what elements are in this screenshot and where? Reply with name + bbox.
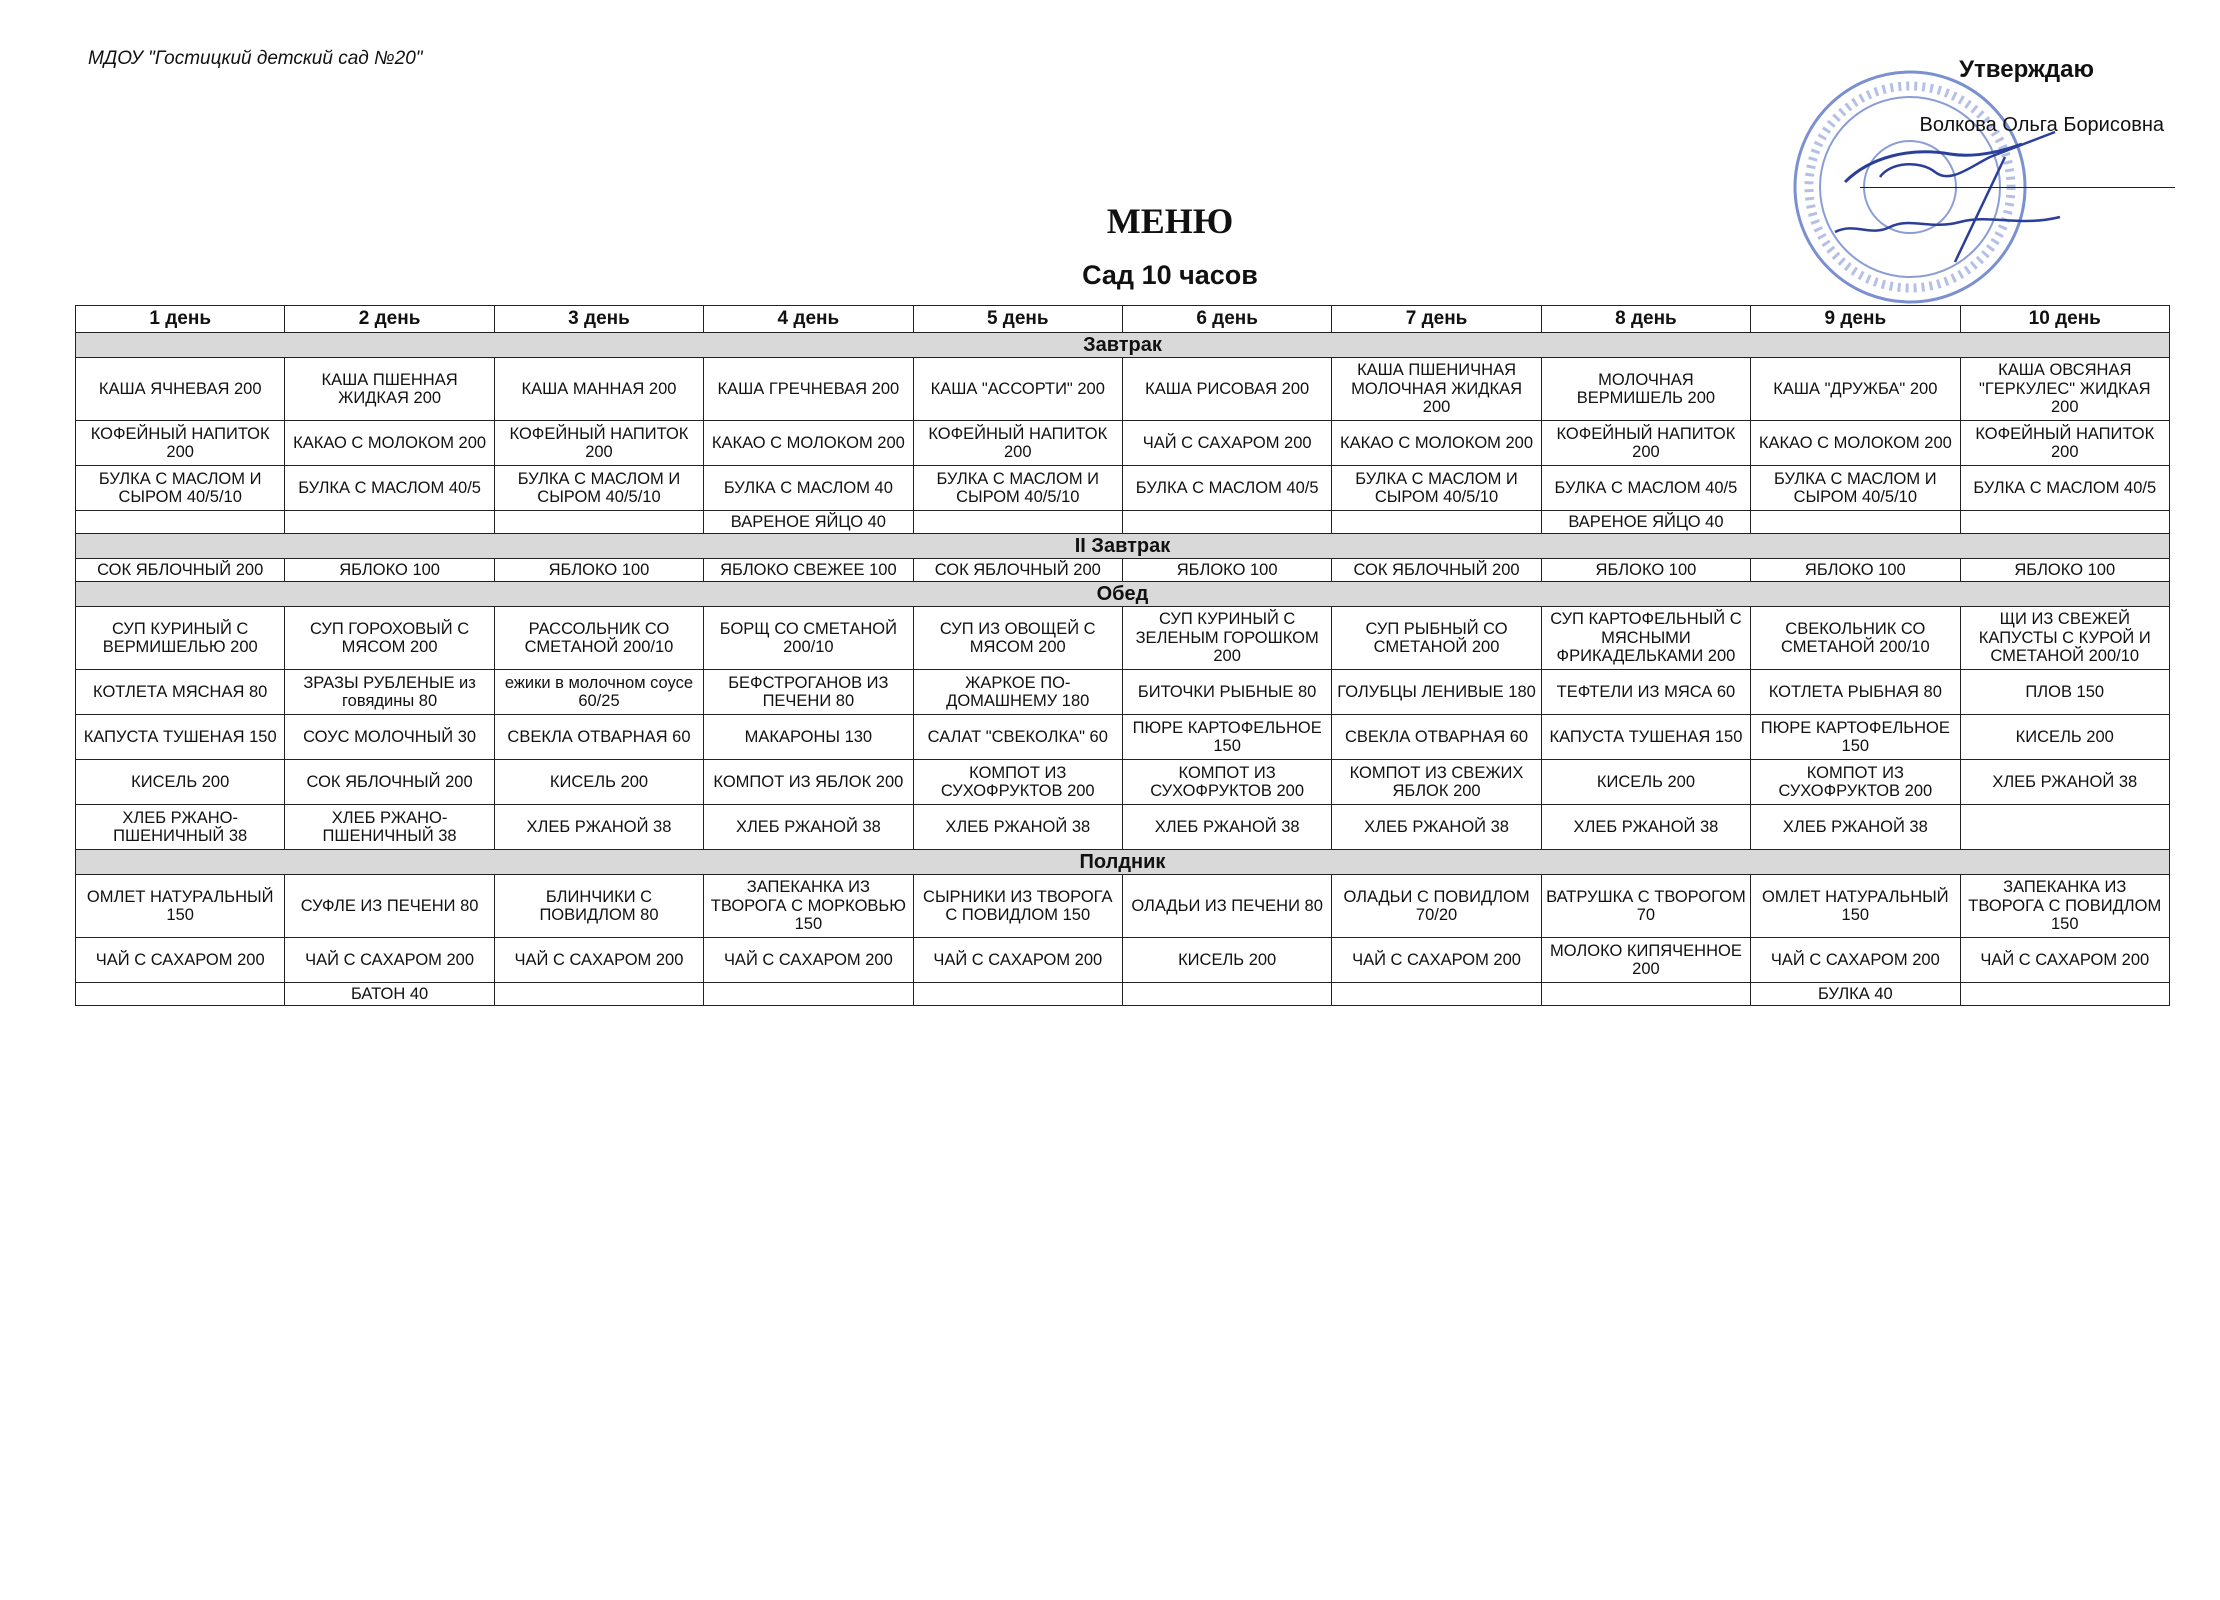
menu-cell: КОМПОТ ИЗ СУХОФРУКТОВ 200 xyxy=(913,760,1122,805)
day-header: 2 день xyxy=(285,306,494,333)
menu-table xyxy=(75,305,2170,1006)
menu-cell: МАКАРОНЫ 130 xyxy=(704,715,913,760)
menu-cell: БЕФСТРОГАНОВ ИЗ ПЕЧЕНИ 80 xyxy=(704,670,913,715)
menu-cell: КОМПОТ ИЗ СВЕЖИХ ЯБЛОК 200 xyxy=(1332,760,1541,805)
menu-cell: КОМПОТ ИЗ СУХОФРУКТОВ 200 xyxy=(1751,760,1960,805)
table-row xyxy=(76,670,2170,715)
menu-cell xyxy=(285,511,494,534)
menu-cell: ХЛЕБ РЖАНОЙ 38 xyxy=(913,805,1122,850)
menu-cell: СОК ЯБЛОЧНЫЙ 200 xyxy=(285,760,494,805)
menu-cell: КОФЕЙНЫЙ НАПИТОК 200 xyxy=(1960,421,2169,466)
menu-cell: СУП КУРИНЫЙ С ЗЕЛЕНЫМ ГОРОШКОМ 200 xyxy=(1122,607,1331,670)
menu-cell: КАША ЯЧНЕВАЯ 200 xyxy=(76,358,285,421)
menu-cell: ХЛЕБ РЖАНО-ПШЕНИЧНЫЙ 38 xyxy=(285,805,494,850)
menu-cell xyxy=(1332,511,1541,534)
menu-cell: ЗРАЗЫ РУБЛЕНЫЕ из говядины 80 xyxy=(285,670,494,715)
menu-cell xyxy=(704,983,913,1006)
menu-cell: ХЛЕБ РЖАНОЙ 38 xyxy=(1541,805,1750,850)
menu-cell: БЛИНЧИКИ С ПОВИДЛОМ 80 xyxy=(494,875,703,938)
menu-cell xyxy=(1122,983,1331,1006)
menu-cell: ОМЛЕТ НАТУРАЛЬНЫЙ 150 xyxy=(76,875,285,938)
menu-cell: КАША МАННАЯ 200 xyxy=(494,358,703,421)
section-title: Завтрак xyxy=(76,333,2170,358)
menu-cell: ЯБЛОКО 100 xyxy=(1541,559,1750,582)
menu-cell: ВАРЕНОЕ ЯЙЦО 40 xyxy=(704,511,913,534)
menu-cell xyxy=(913,983,1122,1006)
menu-cell: КАША "ДРУЖБА" 200 xyxy=(1751,358,1960,421)
menu-cell: КОФЕЙНЫЙ НАПИТОК 200 xyxy=(76,421,285,466)
menu-cell: СУП КАРТОФЕЛЬНЫЙ С МЯСНЫМИ ФРИКАДЕЛЬКАМИ 200 xyxy=(1541,607,1750,670)
menu-cell: ПЮРЕ КАРТОФЕЛЬНОЕ 150 xyxy=(1751,715,1960,760)
menu-cell xyxy=(913,511,1122,534)
menu-cell: КАПУСТА ТУШЕНАЯ 150 xyxy=(76,715,285,760)
menu-cell: БУЛКА С МАСЛОМ И СЫРОМ 40/5/10 xyxy=(913,466,1122,511)
menu-cell: МОЛОЧНАЯ ВЕРМИШЕЛЬ 200 xyxy=(1541,358,1750,421)
menu-cell: КАША ПШЕННАЯ ЖИДКАЯ 200 xyxy=(285,358,494,421)
menu-cell: СВЕКЛА ОТВАРНАЯ 60 xyxy=(1332,715,1541,760)
day-header: 6 день xyxy=(1122,306,1331,333)
menu-cell: ЯБЛОКО 100 xyxy=(494,559,703,582)
section-header-row xyxy=(76,333,2170,358)
day-header: 7 день xyxy=(1332,306,1541,333)
menu-cell: ЧАЙ С САХАРОМ 200 xyxy=(913,938,1122,983)
menu-cell: ВАРЕНОЕ ЯЙЦО 40 xyxy=(1541,511,1750,534)
menu-cell: БУЛКА С МАСЛОМ И СЫРОМ 40/5/10 xyxy=(1751,466,1960,511)
menu-cell: ХЛЕБ РЖАНОЙ 38 xyxy=(494,805,703,850)
menu-cell: БУЛКА 40 xyxy=(1751,983,1960,1006)
menu-cell: КАША ГРЕЧНЕВАЯ 200 xyxy=(704,358,913,421)
menu-cell: ЗАПЕКАНКА ИЗ ТВОРОГА С ПОВИДЛОМ 150 xyxy=(1960,875,2169,938)
menu-cell: ЧАЙ С САХАРОМ 200 xyxy=(494,938,703,983)
menu-cell: ОЛАДЬИ ИЗ ПЕЧЕНИ 80 xyxy=(1122,875,1331,938)
day-header-row xyxy=(76,306,2170,333)
menu-cell: ХЛЕБ РЖАНОЙ 38 xyxy=(1332,805,1541,850)
section-title: Обед xyxy=(76,582,2170,607)
day-header: 4 день xyxy=(704,306,913,333)
menu-cell: КАКАО С МОЛОКОМ 200 xyxy=(704,421,913,466)
menu-cell: ЯБЛОКО 100 xyxy=(1960,559,2169,582)
menu-cell: ХЛЕБ РЖАНОЙ 38 xyxy=(1751,805,1960,850)
approve-label: Утверждаю xyxy=(1959,56,2094,83)
menu-cell: МОЛОКО КИПЯЧЕННОЕ 200 xyxy=(1541,938,1750,983)
menu-cell: СУП КУРИНЫЙ С ВЕРМИШЕЛЬЮ 200 xyxy=(76,607,285,670)
day-header: 9 день xyxy=(1751,306,1960,333)
menu-cell: КАША ОВСЯНАЯ "ГЕРКУЛЕС" ЖИДКАЯ 200 xyxy=(1960,358,2169,421)
table-row xyxy=(76,983,2170,1006)
menu-cell: СУФЛЕ ИЗ ПЕЧЕНИ 80 xyxy=(285,875,494,938)
menu-cell: ЧАЙ С САХАРОМ 200 xyxy=(704,938,913,983)
menu-cell: ЧАЙ С САХАРОМ 200 xyxy=(285,938,494,983)
section-header-row xyxy=(76,534,2170,559)
menu-cell: ГОЛУБЦЫ ЛЕНИВЫЕ 180 xyxy=(1332,670,1541,715)
menu-cell xyxy=(494,511,703,534)
menu-cell: ХЛЕБ РЖАНО-ПШЕНИЧНЫЙ 38 xyxy=(76,805,285,850)
menu-cell: ЯБЛОКО СВЕЖЕЕ 100 xyxy=(704,559,913,582)
menu-cell: ХЛЕБ РЖАНОЙ 38 xyxy=(1960,760,2169,805)
menu-cell: БОРЩ СО СМЕТАНОЙ 200/10 xyxy=(704,607,913,670)
menu-cell: КИСЕЛЬ 200 xyxy=(1541,760,1750,805)
table-row xyxy=(76,805,2170,850)
day-header: 5 день xyxy=(913,306,1122,333)
table-row xyxy=(76,358,2170,421)
table-row xyxy=(76,715,2170,760)
menu-cell: КОМПОТ ИЗ СУХОФРУКТОВ 200 xyxy=(1122,760,1331,805)
day-header: 1 день xyxy=(76,306,285,333)
menu-cell xyxy=(1960,511,2169,534)
menu-cell: ТЕФТЕЛИ ИЗ МЯСА 60 xyxy=(1541,670,1750,715)
menu-cell: СОК ЯБЛОЧНЫЙ 200 xyxy=(1332,559,1541,582)
menu-cell: БУЛКА С МАСЛОМ 40/5 xyxy=(1122,466,1331,511)
menu-cell: СОК ЯБЛОЧНЫЙ 200 xyxy=(76,559,285,582)
day-header: 8 день xyxy=(1541,306,1750,333)
menu-cell xyxy=(1332,983,1541,1006)
menu-cell: ПЮРЕ КАРТОФЕЛЬНОЕ 150 xyxy=(1122,715,1331,760)
page-title: МЕНЮ xyxy=(1106,201,1234,241)
menu-cell: КАША "АССОРТИ" 200 xyxy=(913,358,1122,421)
menu-cell: ЧАЙ С САХАРОМ 200 xyxy=(1122,421,1331,466)
table-row xyxy=(76,466,2170,511)
menu-cell: РАССОЛЬНИК СО СМЕТАНОЙ 200/10 xyxy=(494,607,703,670)
menu-cell: КИСЕЛЬ 200 xyxy=(494,760,703,805)
organization-name: МДОУ "Гостицкий детский сад №20" xyxy=(88,48,423,69)
menu-cell: ПЛОВ 150 xyxy=(1960,670,2169,715)
menu-cell: КИСЕЛЬ 200 xyxy=(1122,938,1331,983)
menu-cell: ЩИ ИЗ СВЕЖЕЙ КАПУСТЫ С КУРОЙ И СМЕТАНОЙ 200/10 xyxy=(1960,607,2169,670)
menu-cell: КОФЕЙНЫЙ НАПИТОК 200 xyxy=(494,421,703,466)
day-header: 10 день xyxy=(1960,306,2169,333)
signature-line xyxy=(1860,187,2175,188)
menu-cell: ХЛЕБ РЖАНОЙ 38 xyxy=(704,805,913,850)
menu-cell: СУП ГОРОХОВЫЙ С МЯСОМ 200 xyxy=(285,607,494,670)
menu-cell: БУЛКА С МАСЛОМ И СЫРОМ 40/5/10 xyxy=(494,466,703,511)
menu-cell: СВЕКЛА ОТВАРНАЯ 60 xyxy=(494,715,703,760)
menu-cell: ОЛАДЬИ С ПОВИДЛОМ 70/20 xyxy=(1332,875,1541,938)
menu-cell: КАКАО С МОЛОКОМ 200 xyxy=(1751,421,1960,466)
menu-cell: ЯБЛОКО 100 xyxy=(1122,559,1331,582)
menu-cell: САЛАТ "СВЕКОЛКА" 60 xyxy=(913,715,1122,760)
menu-cell xyxy=(1122,511,1331,534)
table-row xyxy=(76,875,2170,938)
menu-cell: БУЛКА С МАСЛОМ 40/5 xyxy=(285,466,494,511)
menu-cell: ОМЛЕТ НАТУРАЛЬНЫЙ 150 xyxy=(1751,875,1960,938)
menu-cell xyxy=(494,983,703,1006)
menu-cell: БИТОЧКИ РЫБНЫЕ 80 xyxy=(1122,670,1331,715)
menu-cell: БАТОН 40 xyxy=(285,983,494,1006)
menu-cell: КАША РИСОВАЯ 200 xyxy=(1122,358,1331,421)
menu-cell: СУП РЫБНЫЙ СО СМЕТАНОЙ 200 xyxy=(1332,607,1541,670)
section-title: II Завтрак xyxy=(76,534,2170,559)
menu-cell: КИСЕЛЬ 200 xyxy=(1960,715,2169,760)
menu-cell xyxy=(1541,983,1750,1006)
menu-cell xyxy=(76,511,285,534)
menu-cell: СЫРНИКИ ИЗ ТВОРОГА С ПОВИДЛОМ 150 xyxy=(913,875,1122,938)
menu-cell: ВАТРУШКА С ТВОРОГОМ 70 xyxy=(1541,875,1750,938)
menu-cell xyxy=(1960,983,2169,1006)
table-row xyxy=(76,421,2170,466)
menu-cell: КАКАО С МОЛОКОМ 200 xyxy=(285,421,494,466)
menu-cell: КАША ПШЕНИЧНАЯ МОЛОЧНАЯ ЖИДКАЯ 200 xyxy=(1332,358,1541,421)
menu-cell: СОК ЯБЛОЧНЫЙ 200 xyxy=(913,559,1122,582)
menu-cell: ЯБЛОКО 100 xyxy=(1751,559,1960,582)
table-row xyxy=(76,559,2170,582)
menu-cell xyxy=(1751,511,1960,534)
menu-cell: СОУС МОЛОЧНЫЙ 30 xyxy=(285,715,494,760)
menu-cell: ЧАЙ С САХАРОМ 200 xyxy=(1960,938,2169,983)
menu-cell: ежики в молочном соусе 60/25 xyxy=(494,670,703,715)
menu-cell: КОФЕЙНЫЙ НАПИТОК 200 xyxy=(1541,421,1750,466)
menu-cell: БУЛКА С МАСЛОМ И СЫРОМ 40/5/10 xyxy=(76,466,285,511)
menu-cell: БУЛКА С МАСЛОМ 40/5 xyxy=(1960,466,2169,511)
menu-cell: БУЛКА С МАСЛОМ 40 xyxy=(704,466,913,511)
menu-cell: СУП ИЗ ОВОЩЕЙ С МЯСОМ 200 xyxy=(913,607,1122,670)
table-row xyxy=(76,607,2170,670)
approver-name: Волкова Ольга Борисовна xyxy=(1919,114,2164,136)
menu-cell: КОТЛЕТА МЯСНАЯ 80 xyxy=(76,670,285,715)
table-row xyxy=(76,511,2170,534)
menu-cell: СВЕКОЛЬНИК СО СМЕТАНОЙ 200/10 xyxy=(1751,607,1960,670)
menu-cell: КОМПОТ ИЗ ЯБЛОК 200 xyxy=(704,760,913,805)
menu-cell: КИСЕЛЬ 200 xyxy=(76,760,285,805)
menu-cell: ЧАЙ С САХАРОМ 200 xyxy=(76,938,285,983)
menu-cell: ЖАРКОЕ ПО-ДОМАШНЕМУ 180 xyxy=(913,670,1122,715)
menu-cell: КАКАО С МОЛОКОМ 200 xyxy=(1332,421,1541,466)
section-header-row xyxy=(76,850,2170,875)
menu-cell xyxy=(1960,805,2169,850)
menu-cell: ЧАЙ С САХАРОМ 200 xyxy=(1332,938,1541,983)
day-header: 3 день xyxy=(494,306,703,333)
menu-cell: КАПУСТА ТУШЕНАЯ 150 xyxy=(1541,715,1750,760)
menu-cell: ЧАЙ С САХАРОМ 200 xyxy=(1751,938,1960,983)
menu-cell: БУЛКА С МАСЛОМ И СЫРОМ 40/5/10 xyxy=(1332,466,1541,511)
table-row xyxy=(76,760,2170,805)
menu-cell xyxy=(76,983,285,1006)
menu-cell: ЯБЛОКО 100 xyxy=(285,559,494,582)
menu-cell: КОТЛЕТА РЫБНАЯ 80 xyxy=(1751,670,1960,715)
page-subtitle: Сад 10 часов xyxy=(1082,260,1258,290)
table-row xyxy=(76,938,2170,983)
menu-cell: БУЛКА С МАСЛОМ 40/5 xyxy=(1541,466,1750,511)
menu-cell: КОФЕЙНЫЙ НАПИТОК 200 xyxy=(913,421,1122,466)
section-title: Полдник xyxy=(76,850,2170,875)
section-header-row xyxy=(76,582,2170,607)
menu-cell: ЗАПЕКАНКА ИЗ ТВОРОГА С МОРКОВЬЮ 150 xyxy=(704,875,913,938)
menu-cell: ХЛЕБ РЖАНОЙ 38 xyxy=(1122,805,1331,850)
